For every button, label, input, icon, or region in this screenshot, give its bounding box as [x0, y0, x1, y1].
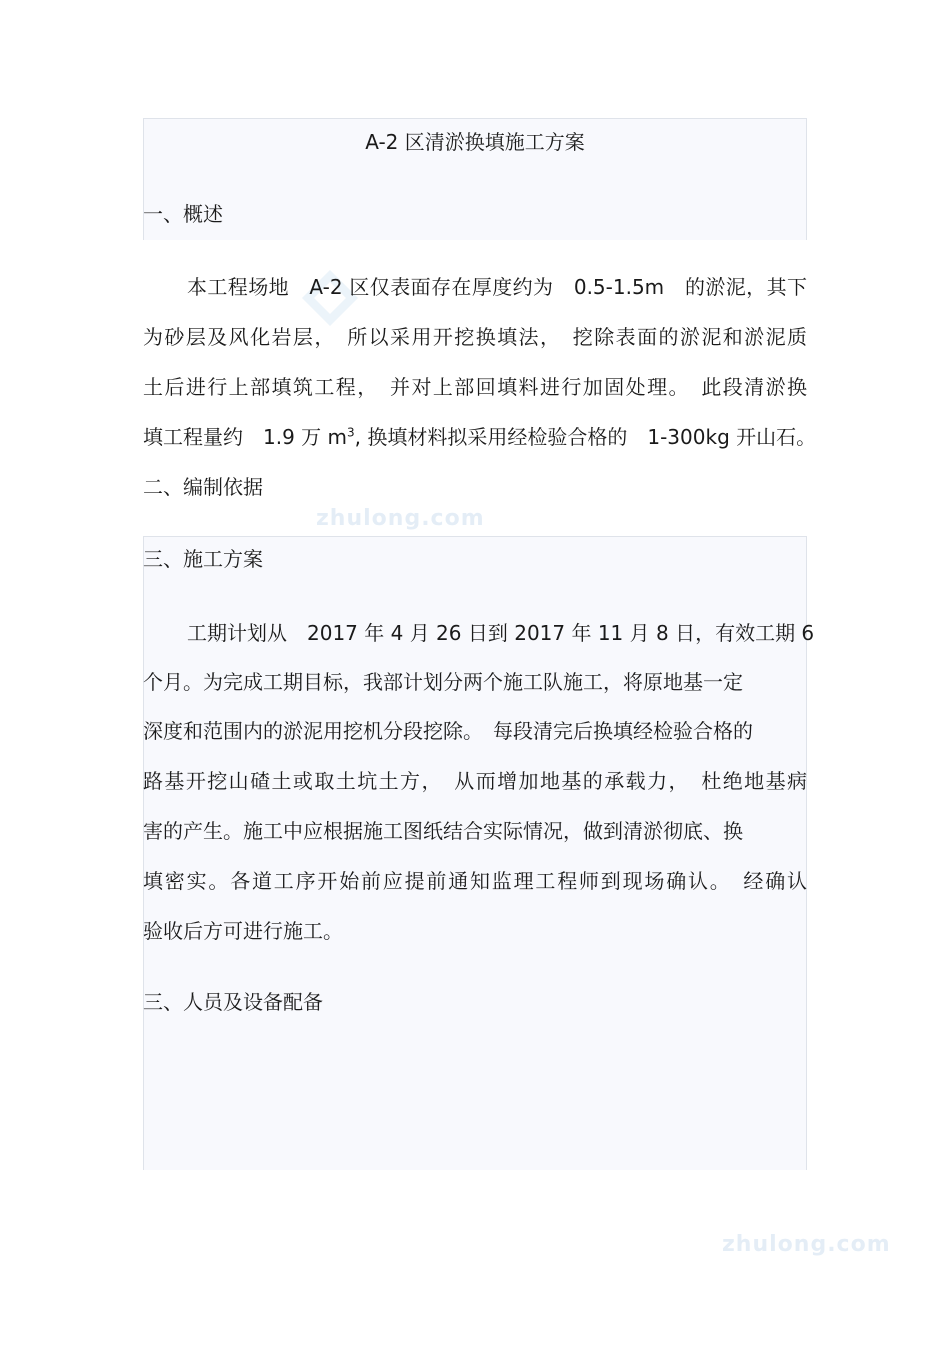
unit-superscript: 3: [347, 425, 355, 440]
quantity-text: 填工程量约 1.9 万 m: [143, 425, 348, 449]
material-text: , 换填材料拟采用经检验合格的 1-300kg 开山石。: [354, 425, 817, 449]
paragraph-line: 害的产生。施工中应根据施工图纸结合实际情况，做到清淤彻底、换: [143, 819, 743, 843]
paragraph-line: 本工程场地 A-2 区仅表面存在厚度约为 0.5-1.5m 的淤泥，其下: [187, 275, 807, 299]
section-heading-plan: 三、施工方案: [143, 547, 263, 571]
paragraph-line: [143, 423, 817, 451]
paragraph-line: 深度和范围内的淤泥用挖机分段挖除。 每段清完后换填经检验合格的: [143, 719, 753, 743]
watermark-text: zhulong.com: [316, 506, 485, 531]
paragraph-line: 土后进行上部填筑工程， 并对上部回填料进行加固处理。 此段清淤换: [143, 375, 807, 399]
document-title: A-2 区清淤换填施工方案: [365, 130, 585, 154]
watermark-text: zhulong.com: [722, 1232, 891, 1257]
section-heading-overview: 一、概述: [143, 202, 223, 226]
section-heading-basis: 二、编制依据: [143, 475, 263, 499]
paragraph-line: 个月。为完成工期目标，我部计划分两个施工队施工，将原地基一定: [143, 670, 743, 694]
paragraph-line: 验收后方可进行施工。: [143, 919, 343, 943]
paragraph-line: 工期计划从 2017 年 4 月 26 日到 2017 年 11 月 8 日，有效工期 6: [187, 621, 815, 645]
paragraph-line: 路基开挖山碴土或取土坑土方， 从而增加地基的承载力， 杜绝地基病: [143, 769, 807, 793]
section-heading-staffing: 三、人员及设备配备: [143, 990, 323, 1014]
paragraph-line: 填密实。各道工序开始前应提前通知监理工程师到现场确认。 经确认: [143, 869, 807, 893]
paragraph-line: 为砂层及风化岩层， 所以采用开挖换填法， 挖除表面的淤泥和淤泥质: [143, 325, 807, 349]
